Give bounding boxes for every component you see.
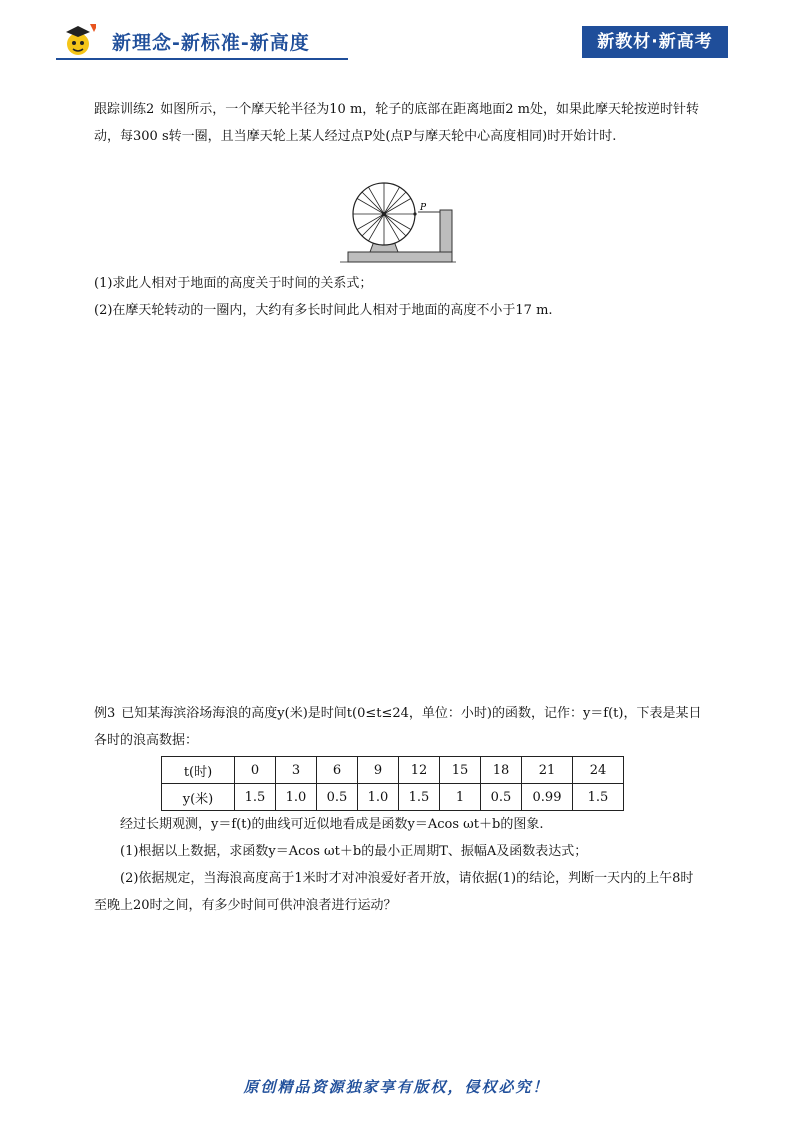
table-cell: 1	[440, 784, 481, 811]
copyright-footer: 原创精品资源独家享有版权，侵权必究！	[243, 1078, 550, 1096]
point-p-label: P	[420, 203, 427, 213]
table-header-t: t(时)	[162, 757, 235, 784]
example-label: 例3	[94, 706, 116, 721]
header-rule	[56, 58, 348, 60]
table-cell: 18	[481, 757, 522, 784]
table-cell: 1.5	[573, 784, 624, 811]
table-cell: 21	[522, 757, 573, 784]
example-text: 已知某海滨浴场海浪的高度y(米)是时间t(0≤t≤24，单位：小时)的函数，记作：y＝f(t)，下表是某日各时的浪高数据：	[94, 706, 702, 748]
table-cell: 24	[573, 757, 624, 784]
table-cell: 3	[276, 757, 317, 784]
table-cell: 1.0	[276, 784, 317, 811]
training-question-2: (2)在摩天轮转动的一圈内，大约有多长时间此人相对于地面的高度不小于17 m.	[94, 303, 553, 318]
example-question-2: (2)依据规定，当海浪高度高于1米时才对冲浪爱好者开放，请依据(1)的结论，判断一天内的上午8时至晚上20时之间，有多少时间可供冲浪者进行运动？	[94, 871, 694, 913]
page-header	[56, 18, 728, 62]
mascot-logo-icon	[60, 22, 96, 58]
wave-height-table	[161, 756, 624, 811]
table-cell: 0.5	[317, 784, 358, 811]
table-cell: 9	[358, 757, 399, 784]
table-cell: 0.5	[481, 784, 522, 811]
training-question-1: (1)求此人相对于地面的高度关于时间的关系式；	[94, 276, 373, 291]
example-observation: 经过长期观测，y＝f(t)的曲线可近似地看成是函数y＝Acos ωt＋b的图象.	[120, 817, 544, 832]
table-cell: 0	[235, 757, 276, 784]
table-cell: 12	[399, 757, 440, 784]
table-cell: 1.5	[399, 784, 440, 811]
training-label: 跟踪训练2	[94, 102, 155, 117]
table-cell: 1.5	[235, 784, 276, 811]
training-problem	[94, 96, 702, 150]
table-row	[162, 784, 624, 811]
ferris-wheel-figure	[340, 180, 456, 264]
table-row	[162, 757, 624, 784]
example-question-1: (1)根据以上数据，求函数y＝Acos ωt＋b的最小正周期T、振幅A及函数表达式；	[120, 844, 588, 859]
training-text: 如图所示，一个摩天轮半径为10 m，轮子的底部在距离地面2 m处，如果此摩天轮按逆时针转动，每300 s转一圈，且当摩天轮上某人经过点P处(点P与摩天轮中心高度相同)时开始计时.	[94, 102, 700, 144]
table-cell: 6	[317, 757, 358, 784]
table-cell: 15	[440, 757, 481, 784]
example-problem	[94, 700, 702, 754]
header-slogan: 新理念-新标准-新高度	[112, 32, 310, 54]
header-badge: 新教材·新高考	[582, 26, 728, 58]
table-cell: 1.0	[358, 784, 399, 811]
table-cell: 0.99	[522, 784, 573, 811]
table-header-y: y(米)	[162, 784, 235, 811]
